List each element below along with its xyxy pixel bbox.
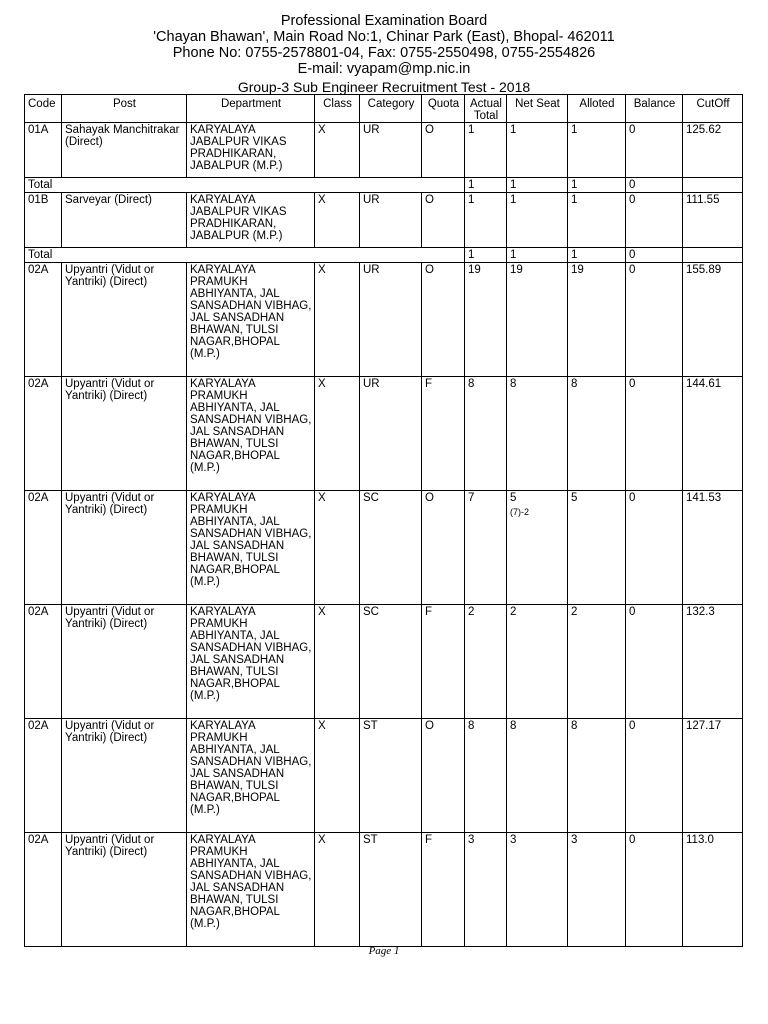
cell-department: KARYALAYA PRAMUKH ABHIYANTA, JAL SANSADHAN VIBHAG, JAL SANSADHAN BHAWAN, TULSI NAGAR,BHOPAL (M.P.) <box>187 833 315 947</box>
board-phone: Phone No: 0755-2578801-04, Fax: 0755-2550498, 0755-2554826 <box>172 45 596 61</box>
cell-balance: 0 <box>626 605 683 719</box>
cell-department: KARYALAYA PRAMUKH ABHIYANTA, JAL SANSADHAN VIBHAG, JAL SANSADHAN BHAWAN, TULSI NAGAR,BHOPAL (M.P.) <box>187 605 315 719</box>
cell-net-seat <box>507 263 568 377</box>
col-header-category: Category <box>360 95 422 123</box>
cell-balance: 0 <box>626 377 683 491</box>
cell-department: KARYALAYA PRAMUKH ABHIYANTA, JAL SANSADHAN VIBHAG, JAL SANSADHAN BHAWAN, TULSI NAGAR,BHOPAL (M.P.) <box>187 719 315 833</box>
col-header-actual-total: Actual Total <box>465 95 507 123</box>
cell-net-seat <box>507 193 568 248</box>
board-email: E-mail: vyapam@mp.nic.in <box>297 61 471 77</box>
total-label: Total <box>25 248 465 263</box>
total-net-seat: 1 <box>507 178 568 193</box>
cell-code: 02A <box>25 719 62 833</box>
cell-cutoff: 132.3 <box>683 605 743 719</box>
cell-actual-total: 8 <box>465 719 507 833</box>
cell-code: 02A <box>25 377 62 491</box>
test-title: Group-3 Sub Engineer Recruitment Test - 2018 <box>237 79 531 95</box>
cell-quota: O <box>422 719 465 833</box>
net-seat-value: 3 <box>510 834 517 846</box>
cell-category: UR <box>360 263 422 377</box>
cell-net-seat <box>507 605 568 719</box>
table-row <box>25 263 743 377</box>
net-seat-value: 1 <box>510 194 517 206</box>
total-alloted: 1 <box>568 178 626 193</box>
net-seat-value: 19 <box>510 264 523 276</box>
cell-alloted: 1 <box>568 123 626 178</box>
total-row <box>25 248 743 263</box>
table-row <box>25 605 743 719</box>
cell-department: KARYALAYA PRAMUKH ABHIYANTA, JAL SANSADHAN VIBHAG, JAL SANSADHAN BHAWAN, TULSI NAGAR,BHOPAL (M.P.) <box>187 491 315 605</box>
net-seat-value: 8 <box>510 378 517 390</box>
table-row <box>25 719 743 833</box>
board-address: 'Chayan Bhawan', Main Road No:1, Chinar Park (East), Bhopal- 462011 <box>153 29 615 45</box>
cell-net-seat <box>507 377 568 491</box>
total-cutoff-empty <box>683 178 743 193</box>
cell-actual-total: 2 <box>465 605 507 719</box>
cell-quota: F <box>422 605 465 719</box>
cell-cutoff: 111.55 <box>683 193 743 248</box>
cell-code: 02A <box>25 263 62 377</box>
cell-code: 01A <box>25 123 62 178</box>
cell-category: UR <box>360 123 422 178</box>
cell-actual-total: 1 <box>465 193 507 248</box>
cell-balance: 0 <box>626 833 683 947</box>
board-name: Professional Examination Board <box>280 13 488 29</box>
cell-alloted: 19 <box>568 263 626 377</box>
total-balance: 0 <box>626 248 683 263</box>
cell-alloted: 1 <box>568 193 626 248</box>
col-header-quota: Quota <box>422 95 465 123</box>
cell-quota: O <box>422 193 465 248</box>
cell-post: Upyantri (Vidut or Yantriki) (Direct) <box>62 833 187 947</box>
cell-code: 02A <box>25 833 62 947</box>
total-row <box>25 178 743 193</box>
cell-quota: O <box>422 491 465 605</box>
table-header-row <box>25 95 743 123</box>
cell-category: ST <box>360 719 422 833</box>
table-row <box>25 491 743 605</box>
cell-post: Upyantri (Vidut or Yantriki) (Direct) <box>62 377 187 491</box>
cell-quota: O <box>422 263 465 377</box>
document-header <box>0 13 768 77</box>
cell-class: X <box>315 123 360 178</box>
col-header-code: Code <box>25 95 62 123</box>
cell-actual-total: 3 <box>465 833 507 947</box>
cell-class: X <box>315 377 360 491</box>
cell-post: Upyantri (Vidut or Yantriki) (Direct) <box>62 263 187 377</box>
page-number: Page 1 <box>368 945 400 957</box>
cell-quota: O <box>422 123 465 178</box>
cell-alloted: 3 <box>568 833 626 947</box>
cell-category: SC <box>360 605 422 719</box>
net-seat-value: 1 <box>510 124 517 136</box>
table-row <box>25 377 743 491</box>
cell-cutoff: 125.62 <box>683 123 743 178</box>
cell-code: 01B <box>25 193 62 248</box>
cell-department: KARYALAYA JABALPUR VIKAS PRADHIKARAN, JABALPUR (M.P.) <box>187 123 315 178</box>
cell-class: X <box>315 605 360 719</box>
cell-balance: 0 <box>626 719 683 833</box>
cell-class: X <box>315 263 360 377</box>
cell-category: ST <box>360 833 422 947</box>
cell-actual-total: 19 <box>465 263 507 377</box>
cell-category: UR <box>360 377 422 491</box>
cell-net-seat <box>507 491 568 605</box>
cell-alloted: 5 <box>568 491 626 605</box>
cell-quota: F <box>422 377 465 491</box>
net-seat-value: 8 <box>510 720 517 732</box>
cell-code: 02A <box>25 491 62 605</box>
cell-cutoff: 127.17 <box>683 719 743 833</box>
cell-department: KARYALAYA PRAMUKH ABHIYANTA, JAL SANSADHAN VIBHAG, JAL SANSADHAN BHAWAN, TULSI NAGAR,BHOPAL (M.P.) <box>187 263 315 377</box>
cell-balance: 0 <box>626 123 683 178</box>
cell-net-seat <box>507 719 568 833</box>
col-header-class: Class <box>315 95 360 123</box>
cell-post: Upyantri (Vidut or Yantriki) (Direct) <box>62 605 187 719</box>
cell-alloted: 8 <box>568 719 626 833</box>
total-actual: 1 <box>465 178 507 193</box>
cell-cutoff: 113.0 <box>683 833 743 947</box>
col-header-balance: Balance <box>626 95 683 123</box>
cell-class: X <box>315 833 360 947</box>
cell-net-seat <box>507 123 568 178</box>
net-seat-value: 2 <box>510 606 517 618</box>
total-cutoff-empty <box>683 248 743 263</box>
total-label: Total <box>25 178 465 193</box>
cell-post: Upyantri (Vidut or Yantriki) (Direct) <box>62 491 187 605</box>
cell-actual-total: 8 <box>465 377 507 491</box>
col-header-cutoff: CutOff <box>683 95 743 123</box>
col-header-alloted: Alloted <box>568 95 626 123</box>
col-header-post: Post <box>62 95 187 123</box>
cell-class: X <box>315 719 360 833</box>
cell-alloted: 2 <box>568 605 626 719</box>
cell-quota: F <box>422 833 465 947</box>
cell-category: UR <box>360 193 422 248</box>
cell-actual-total: 7 <box>465 491 507 605</box>
cell-code: 02A <box>25 605 62 719</box>
table-row <box>25 123 743 178</box>
col-header-net-seat: Net Seat <box>507 95 568 123</box>
net-seat-value: 5 <box>510 492 517 504</box>
cell-net-seat <box>507 833 568 947</box>
total-balance: 0 <box>626 178 683 193</box>
cell-cutoff: 144.61 <box>683 377 743 491</box>
cell-alloted: 8 <box>568 377 626 491</box>
total-alloted: 1 <box>568 248 626 263</box>
col-header-department: Department <box>187 95 315 123</box>
cell-post: Upyantri (Vidut or Yantriki) (Direct) <box>62 719 187 833</box>
cell-balance: 0 <box>626 193 683 248</box>
table-row <box>25 193 743 248</box>
cell-department: KARYALAYA JABALPUR VIKAS PRADHIKARAN, JABALPUR (M.P.) <box>187 193 315 248</box>
total-net-seat: 1 <box>507 248 568 263</box>
cell-cutoff: 155.89 <box>683 263 743 377</box>
cell-balance: 0 <box>626 263 683 377</box>
cell-post: Sarveyar (Direct) <box>62 193 187 248</box>
table-row <box>25 833 743 947</box>
cell-class: X <box>315 491 360 605</box>
cell-cutoff: 141.53 <box>683 491 743 605</box>
cell-class: X <box>315 193 360 248</box>
net-seat-note: (7)-2 <box>510 507 530 517</box>
cell-department: KARYALAYA PRAMUKH ABHIYANTA, JAL SANSADHAN VIBHAG, JAL SANSADHAN BHAWAN, TULSI NAGAR,BHOPAL (M.P.) <box>187 377 315 491</box>
cell-post: Sahayak Manchitrakar (Direct) <box>62 123 187 178</box>
total-actual: 1 <box>465 248 507 263</box>
cell-actual-total: 1 <box>465 123 507 178</box>
results-table <box>24 94 743 947</box>
cell-balance: 0 <box>626 491 683 605</box>
cell-category: SC <box>360 491 422 605</box>
